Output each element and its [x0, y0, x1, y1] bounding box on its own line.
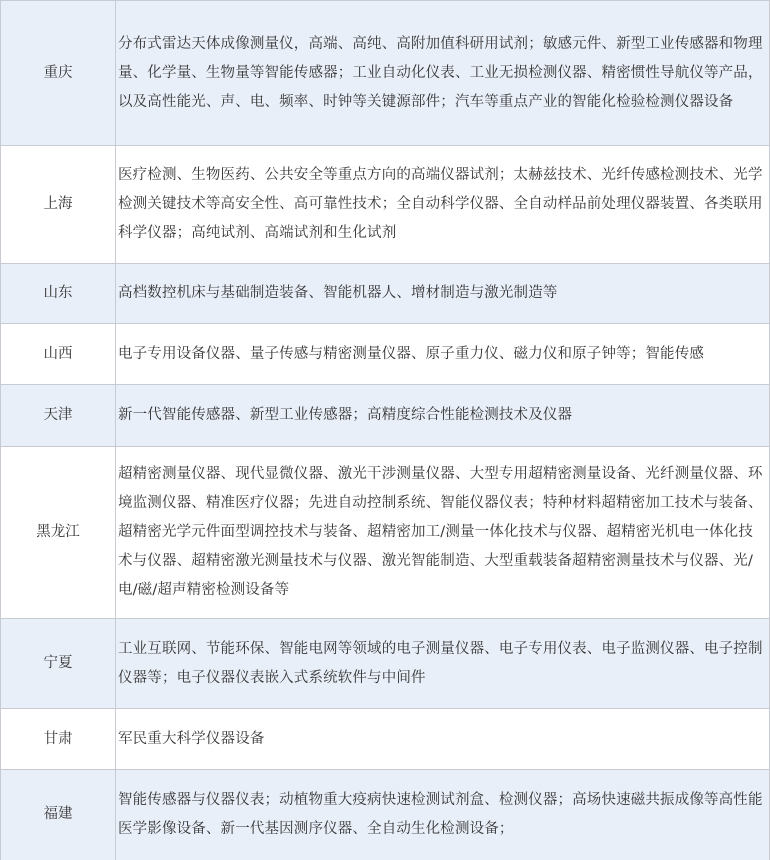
region-cell: 山东: [1, 264, 116, 324]
table-row: [1, 1, 770, 146]
table-row: [1, 264, 770, 324]
region-cell: 甘肃: [1, 709, 116, 770]
description-cell: 工业互联网、节能环保、智能电网等领域的电子测量仪器、电子专用仪表、电子监测仪器、电子控制仪器等；电子仪器仪表嵌入式系统软件与中间件: [116, 619, 770, 709]
table-row: [1, 146, 770, 264]
region-cell: 福建: [1, 770, 116, 860]
description-cell: 电子专用设备仪器、量子传感与精密测量仪器、原子重力仪、磁力仪和原子钟等；智能传感: [116, 324, 770, 385]
description-cell: 超精密测量仪器、现代显微仪器、激光干涉测量仪器、大型专用超精密测量设备、光纤测量仪器、环境监测仪器、精准医疗仪器；先进自动控制系统、智能仪器仪表；特种材料超精密加工技术与装备、超精密光学元件面型调控技术与装备、超精密加工/测量一体化技术与仪器、超精密光机电一体化技术与仪器、超精密激光测量技术与仪器、激光智能制造、大型重载装备超精密测量技术与仪器、光/电/磁/超声精密检测设备等: [116, 447, 770, 619]
description-cell: 分布式雷达天体成像测量仪，高端、高纯、高附加值科研用试剂；敏感元件、新型工业传感器和物理量、化学量、生物量等智能传感器；工业自动化仪表、工业无损检测仪器、精密惯性导航仪等产品，以及高性能光、声、电、频率、时钟等关键源部件；汽车等重点产业的智能化检验检测仪器设备: [116, 1, 770, 146]
region-cell: 黑龙江: [1, 447, 116, 619]
table-row: [1, 770, 770, 860]
region-cell: 山西: [1, 324, 116, 385]
region-cell: 重庆: [1, 1, 116, 146]
region-cell: 上海: [1, 146, 116, 264]
region-cell: 天津: [1, 385, 116, 447]
description-cell: 新一代智能传感器、新型工业传感器；高精度综合性能检测技术及仪器: [116, 385, 770, 447]
table-row: [1, 619, 770, 709]
table-row: [1, 324, 770, 385]
table-row: [1, 709, 770, 770]
description-cell: 智能传感器与仪器仪表；动植物重大疫病快速检测试剂盒、检测仪器；高场快速磁共振成像等高性能医学影像设备、新一代基因测序仪器、全自动生化检测设备；: [116, 770, 770, 860]
description-cell: 医疗检测、生物医药、公共安全等重点方向的高端仪器试剂；太赫兹技术、光纤传感检测技术、光学检测关键技术等高安全性、高可靠性技术；全自动科学仪器、全自动样品前处理仪器装置、各类联用科学仪器；高纯试剂、高端试剂和生化试剂: [116, 146, 770, 264]
table-row: [1, 447, 770, 619]
table-row: [1, 385, 770, 447]
description-cell: 高档数控机床与基础制造装备、智能机器人、增材制造与激光制造等: [116, 264, 770, 324]
description-cell: 军民重大科学仪器设备: [116, 709, 770, 770]
region-cell: 宁夏: [1, 619, 116, 709]
